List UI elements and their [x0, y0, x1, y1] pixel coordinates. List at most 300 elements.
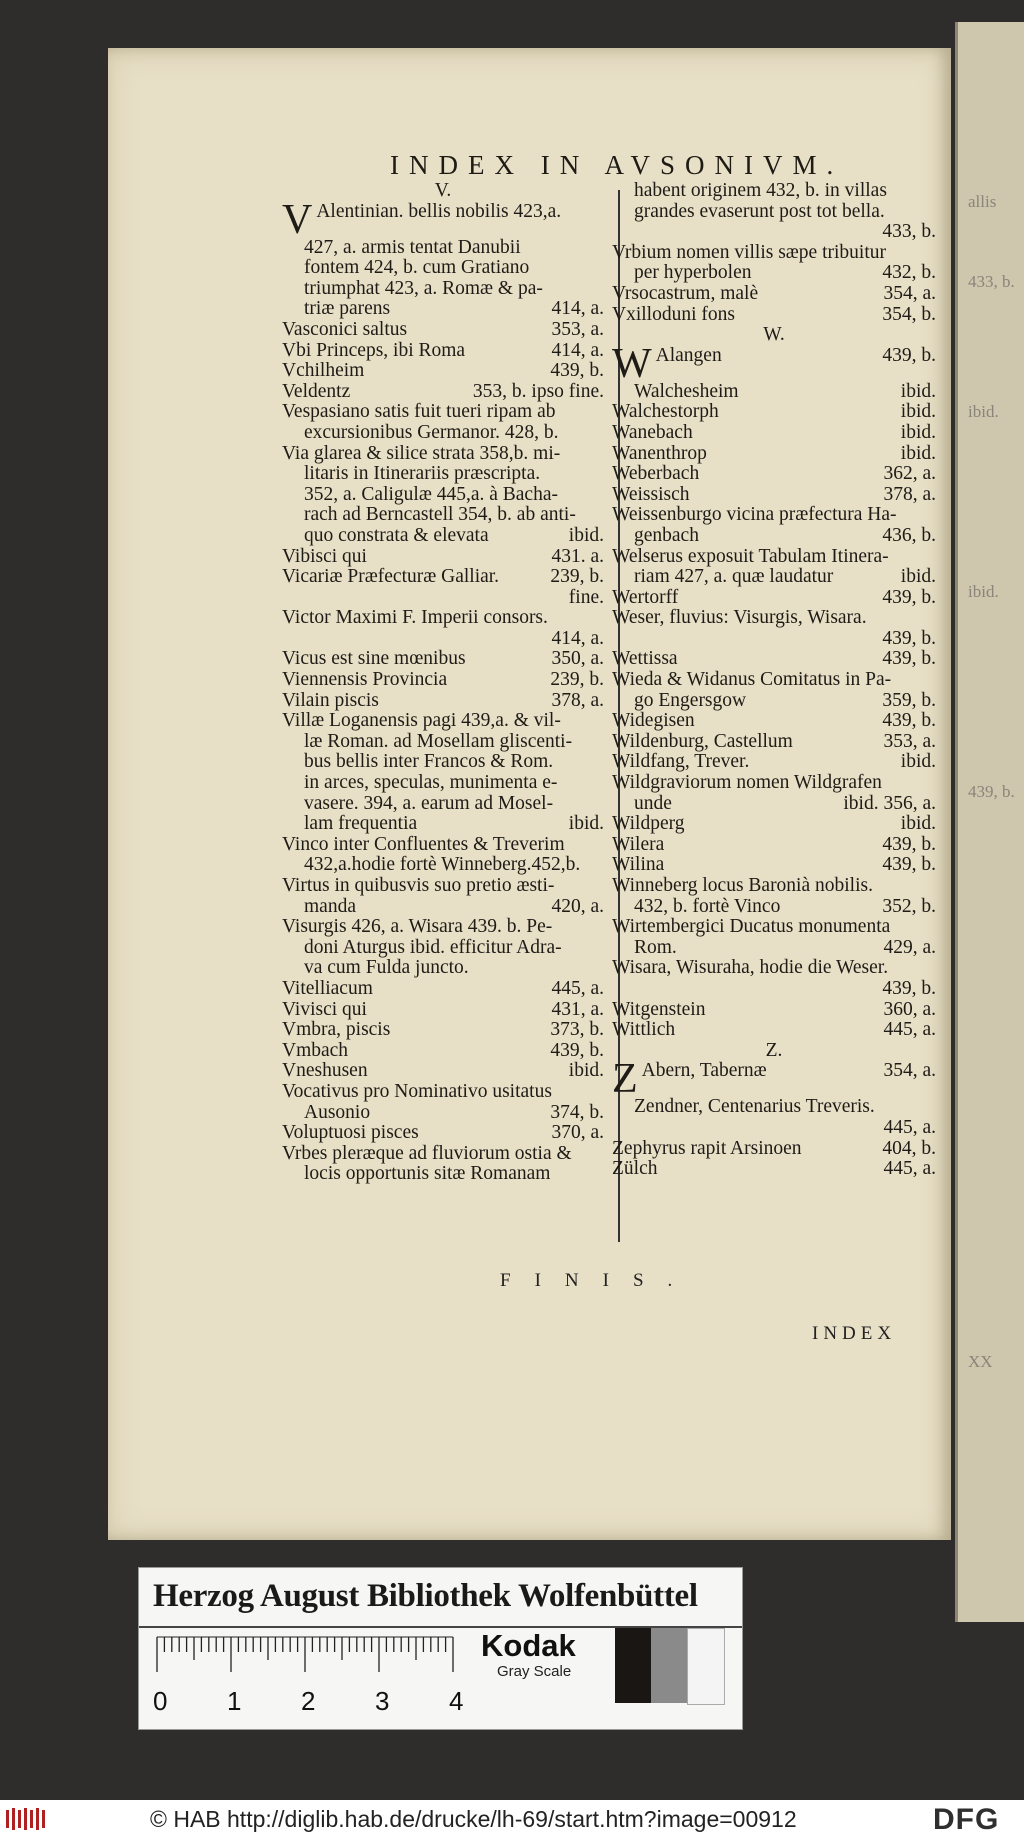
entry-text	[612, 588, 876, 609]
index-entry	[612, 835, 936, 856]
section-letter: V.	[434, 180, 452, 201]
index-entry	[612, 773, 936, 794]
entry-label: Abern, Tabernæ	[641, 1061, 767, 1082]
index-entry-continuation	[612, 1097, 936, 1118]
entry-page-ref: 353, a.	[883, 730, 936, 752]
entry-page-ref: 436, b.	[882, 524, 936, 546]
index-entry	[612, 917, 936, 938]
entry-text	[612, 670, 936, 691]
entry-text	[612, 284, 877, 305]
index-entry	[612, 485, 936, 506]
index-entry	[282, 567, 604, 588]
entry-label: quo constrata & elevata	[304, 525, 489, 546]
entry-page-ref: 431. a.	[551, 545, 604, 567]
entry-page-ref: 445, a.	[883, 1158, 936, 1180]
entry-label: rach ad Berncastell 354, b. ab anti-	[304, 505, 576, 526]
index-entry-continuation	[282, 794, 604, 815]
index-entry	[282, 402, 604, 423]
index-entry-continuation	[612, 691, 936, 712]
entry-label: Vivisci qui	[282, 999, 367, 1020]
entry-text	[612, 917, 936, 938]
entry-label: Widegisen	[612, 711, 695, 732]
entry-label: Vocativus pro Nominativo usitatus	[282, 1081, 552, 1102]
index-entry-continuation	[612, 222, 936, 243]
index-entry-continuation	[282, 938, 604, 959]
entry-text	[304, 814, 563, 835]
entry-label: Zephyrus rapit Arsinoen	[612, 1138, 802, 1159]
entry-text	[304, 258, 604, 279]
index-entry-continuation	[282, 258, 604, 279]
entry-page-ref: 439, b.	[882, 977, 936, 999]
index-entry	[612, 423, 936, 444]
dfg-logo: DFG	[933, 1803, 1000, 1836]
adjacent-page-edge	[955, 22, 1024, 1622]
entry-text	[634, 526, 876, 547]
entry-text	[282, 320, 545, 341]
entry-text	[282, 402, 604, 423]
index-entry	[282, 547, 604, 568]
index-entry	[282, 1144, 604, 1165]
entry-text	[612, 773, 936, 794]
entry-text	[612, 464, 877, 485]
entry-label: locis opportunis sitæ Romanam	[304, 1164, 551, 1185]
index-entry	[282, 835, 604, 856]
entry-page-ref: 239, b.	[550, 669, 604, 691]
index-entry	[612, 814, 936, 835]
white-swatch	[687, 1628, 725, 1705]
entry-page-ref: 354, a.	[883, 282, 936, 304]
entry-page-ref: 414, a.	[551, 339, 604, 361]
index-entry-continuation	[612, 382, 936, 403]
index-entry-continuation	[612, 897, 936, 918]
index-entry-continuation	[612, 567, 936, 588]
entry-page-ref: fine.	[568, 586, 604, 608]
index-entry-continuation	[612, 263, 936, 284]
entry-page-ref: 439, b.	[882, 648, 936, 670]
entry-label: Vespasiano satis fuit tueri ripam ab	[282, 402, 556, 423]
entry-page-ref: 420, a.	[551, 895, 604, 917]
entry-text	[612, 835, 876, 856]
index-entry	[282, 361, 604, 382]
entry-page-ref: ibid.	[568, 1060, 604, 1082]
hab-logo-icon	[4, 1806, 48, 1832]
entry-label: Wanenthrop	[612, 443, 707, 464]
index-entry	[612, 670, 936, 691]
entry-label: Vinco inter Confluentes & Treverim	[282, 834, 565, 855]
entry-page-ref: 439, b.	[550, 360, 604, 382]
entry-label: læ Roman. ad Mosellam gliscenti-	[304, 731, 573, 752]
entry-text	[612, 547, 936, 568]
ruler-label: 0	[153, 1686, 168, 1716]
entry-text	[282, 876, 604, 897]
index-entry	[282, 1020, 604, 1041]
entry-text	[612, 649, 876, 670]
index-entry	[282, 382, 604, 403]
entry-text	[282, 979, 545, 1000]
right-index-column	[612, 181, 936, 1180]
index-entry	[282, 444, 604, 465]
kodak-brand: Kodak	[481, 1628, 576, 1663]
entry-label: Victor Maximi F. Imperii consors.	[282, 608, 548, 629]
entry-label: Wertorff	[612, 587, 679, 608]
entry-label: excursionibus Germanor. 428, b.	[304, 422, 559, 443]
entry-label: Walchestorph	[612, 402, 719, 423]
entry-text	[634, 382, 895, 403]
entry-text	[634, 691, 876, 712]
entry-text	[612, 1061, 877, 1097]
entry-page-ref: 439, b.	[882, 833, 936, 855]
entry-page-ref: 429, a.	[883, 936, 936, 958]
index-entry-continuation	[282, 526, 604, 547]
index-entry	[282, 608, 604, 629]
initial-letter: V	[282, 201, 313, 238]
index-entry	[282, 711, 604, 732]
ruler-label: 1	[227, 1686, 242, 1716]
entry-page-ref: ibid.	[900, 442, 936, 464]
entry-label: Witgenstein	[612, 999, 706, 1020]
index-entry	[612, 243, 936, 264]
entry-label: Vmbra, piscis	[282, 1020, 391, 1041]
ghost-text: XX	[968, 1352, 993, 1371]
entry-page-ref: 433, b.	[882, 221, 936, 243]
entry-label: Ausonio	[304, 1102, 371, 1123]
index-entry	[612, 547, 936, 568]
entry-text	[612, 423, 895, 444]
entry-text	[282, 382, 467, 403]
entry-text	[282, 202, 604, 238]
entry-text	[304, 752, 604, 773]
entry-text	[282, 608, 604, 629]
entry-label: 352, a. Caligulæ 445,a. à Bacha-	[304, 484, 558, 505]
entry-label: Viennensis Provincia	[282, 670, 448, 691]
entry-page-ref: 414, a.	[551, 627, 604, 649]
entry-label: litaris in Itinerariis præscripta.	[304, 464, 541, 485]
entry-label: Wildenburg, Castellum	[612, 731, 793, 752]
entry-text	[282, 1082, 604, 1103]
index-entry	[612, 346, 936, 382]
page-title: INDEX IN AVSONIVM.	[390, 150, 844, 180]
entry-page-ref: ibid. 356, a.	[843, 792, 936, 814]
index-entry-continuation	[282, 897, 604, 918]
entry-text	[304, 855, 604, 876]
entry-label: Villæ Loganensis pagi 439,a. & vil-	[282, 711, 561, 732]
entry-page-ref: ibid.	[900, 401, 936, 423]
index-entry-continuation	[282, 299, 604, 320]
index-entry	[282, 1123, 604, 1144]
entry-label: Wanebach	[612, 422, 693, 443]
entry-label: Veldentz	[282, 381, 351, 402]
entry-text	[634, 897, 876, 918]
index-entry	[612, 305, 936, 326]
entry-text	[612, 855, 876, 876]
entry-label: Wilina	[612, 855, 665, 876]
entry-label: Virtus in quibusvis suo pretio æsti-	[282, 876, 555, 896]
index-entry	[612, 505, 936, 526]
entry-text	[612, 402, 895, 423]
entry-text	[282, 1020, 544, 1041]
index-entry	[612, 711, 936, 732]
index-entry-continuation	[612, 629, 936, 650]
ghost-text: 433, b.	[968, 272, 1015, 291]
entry-text	[304, 1103, 544, 1124]
index-entry-continuation	[282, 814, 604, 835]
entry-label: Alentinian. bellis nobilis 423,a.	[316, 201, 562, 222]
entry-label: Alangen	[655, 345, 722, 366]
entry-label: Visurgis 426, a. Wisara 439. b. Pe-	[282, 917, 553, 938]
entry-page-ref: 439, b.	[882, 344, 936, 366]
index-entry	[282, 341, 604, 362]
entry-page-ref: 353, a.	[551, 318, 604, 340]
entry-page-ref: 373, b.	[550, 1019, 604, 1041]
section-letter: W.	[763, 324, 785, 346]
entry-label: Wildgraviorum nomen Wildgrafen	[612, 773, 882, 794]
entry-text	[634, 181, 936, 202]
entry-text	[612, 305, 876, 326]
entry-text	[612, 1139, 876, 1160]
entry-text	[612, 1159, 877, 1180]
entry-label: Weberbach	[612, 464, 700, 485]
entry-label: Zülch	[612, 1159, 658, 1180]
entry-label: 432,a.hodie fortè Winneberg.452,b.	[304, 855, 581, 876]
entry-page-ref: 378, a.	[883, 483, 936, 505]
index-entry	[282, 1082, 604, 1103]
entry-label: Wilera	[612, 834, 665, 855]
index-entry-continuation	[282, 1103, 604, 1124]
entry-text	[304, 938, 604, 959]
entry-label: triumphat 423, a. Romæ & pa-	[304, 278, 543, 299]
entry-label: vasere. 394, a. earum ad Mosel-	[304, 793, 554, 814]
index-entry	[282, 649, 604, 670]
index-entry	[612, 649, 936, 670]
entry-text	[612, 876, 936, 897]
entry-text	[304, 485, 604, 506]
entry-label: go Engersgow	[634, 690, 747, 711]
entry-text	[612, 1020, 877, 1041]
entry-page-ref: 353, b. ipso fine.	[472, 380, 604, 402]
entry-page-ref: ibid.	[900, 380, 936, 402]
index-entry	[612, 1000, 936, 1021]
entry-label: Wittlich	[612, 1020, 676, 1041]
entry-text	[612, 1000, 877, 1021]
entry-text	[304, 526, 563, 547]
entry-label: Weissenburgo vicina præfectura Ha-	[612, 505, 897, 526]
index-entry	[612, 284, 936, 305]
index-entry-continuation	[282, 1164, 604, 1185]
entry-text	[304, 794, 604, 815]
entry-page-ref: 350, a.	[551, 648, 604, 670]
footer-url[interactable]: © HAB http://diglib.hab.de/drucke/lh-69/start.htm?image=00912	[150, 1806, 797, 1832]
entry-label: Vrbes pleræque ad fluviorum ostia &	[282, 1143, 572, 1164]
index-entry-continuation	[282, 752, 604, 773]
entry-text	[612, 711, 876, 732]
ghost-text: 439, b.	[968, 782, 1015, 801]
index-entry	[612, 752, 936, 773]
entry-text	[282, 1123, 545, 1144]
entry-page-ref: 374, b.	[550, 1101, 604, 1123]
entry-label: doni Aturgus ibid. efficitur Adra-	[304, 937, 562, 958]
entry-text	[634, 794, 837, 815]
index-entry	[282, 320, 604, 341]
entry-page-ref: 352, b.	[882, 895, 936, 917]
entry-text	[634, 263, 876, 284]
entry-text	[612, 505, 936, 526]
entry-text	[304, 1164, 604, 1185]
entry-text	[282, 361, 544, 382]
entry-page-ref: 239, b.	[550, 566, 604, 588]
entry-text	[282, 547, 545, 568]
entry-page-ref: 359, b.	[882, 689, 936, 711]
entry-page-ref: 362, a.	[883, 463, 936, 485]
index-entry-continuation	[282, 629, 604, 650]
index-entry-continuation	[282, 485, 604, 506]
entry-page-ref: ibid.	[900, 813, 936, 835]
initial-letter: Z	[612, 1061, 638, 1098]
entry-label: Via glarea & silice strata 358,b. mi-	[282, 443, 561, 464]
entry-page-ref: ibid.	[568, 524, 604, 546]
entry-label: Wieda & Widanus Comitatus in Pa-	[612, 670, 892, 691]
index-entry-continuation	[282, 588, 604, 609]
index-entry-continuation	[612, 794, 936, 815]
entry-text	[282, 670, 544, 691]
left-index-column	[282, 181, 604, 1185]
index-entry	[612, 855, 936, 876]
index-entry	[612, 1020, 936, 1041]
entry-page-ref: 439, b.	[882, 854, 936, 876]
entry-label: Vilain piscis	[282, 690, 379, 711]
entry-text	[612, 608, 936, 629]
index-entry-continuation	[282, 464, 604, 485]
entry-page-ref: 439, b.	[882, 627, 936, 649]
entry-text	[612, 444, 895, 465]
entry-label: 427, a. armis tentat Danubii	[304, 237, 521, 258]
index-entry-continuation	[612, 526, 936, 547]
index-entry	[282, 1041, 604, 1062]
entry-page-ref: 439, b.	[882, 586, 936, 608]
entry-label: per hyperbolen	[634, 263, 752, 284]
index-entry	[612, 876, 936, 897]
ruler-label: 2	[301, 1686, 316, 1716]
entry-label: Walchesheim	[634, 381, 739, 402]
entry-page-ref: 445, a.	[883, 1116, 936, 1138]
entry-page-ref: 360, a.	[883, 998, 936, 1020]
index-entry-continuation	[612, 181, 936, 202]
entry-label: in arces, speculas, munimenta e-	[304, 773, 558, 794]
index-entry-continuation	[282, 279, 604, 300]
entry-text	[282, 917, 604, 938]
index-entry-continuation	[282, 238, 604, 259]
entry-text	[634, 1097, 936, 1118]
entry-text	[304, 897, 545, 918]
entry-text	[282, 444, 604, 465]
entry-page-ref: 354, a.	[883, 1060, 936, 1082]
entry-label: genbach	[634, 525, 699, 546]
index-entry	[612, 1061, 936, 1097]
entry-label: Winneberg locus Baronià nobilis.	[612, 876, 873, 896]
color-calibration-card	[138, 1567, 743, 1730]
entry-page-ref: ibid.	[900, 421, 936, 443]
entry-label: Vrbium nomen villis sæpe tribuitur	[612, 242, 886, 263]
entry-page-ref: 378, a.	[551, 689, 604, 711]
section-letter: Z.	[765, 1039, 783, 1061]
footer-bar	[0, 1800, 1024, 1838]
entry-text	[304, 958, 604, 979]
index-entry	[282, 1000, 604, 1021]
ghost-text: allis	[968, 192, 997, 211]
library-name: Herzog August Bibliothek Wolfenbüttel	[153, 1578, 698, 1614]
entry-page-ref: 445, a.	[883, 1019, 936, 1041]
entry-text	[612, 346, 876, 382]
entry-text	[304, 732, 604, 753]
index-entry	[612, 1159, 936, 1180]
entry-text	[634, 202, 936, 223]
ruler-label: 3	[375, 1686, 390, 1716]
black-swatch	[615, 1628, 651, 1703]
entry-text	[634, 938, 877, 959]
index-entry	[612, 608, 936, 629]
index-entry	[612, 588, 936, 609]
entry-label: Vrsocastrum, malè	[612, 283, 759, 304]
index-entry-continuation	[282, 423, 604, 444]
entry-label: Vbi Princeps, ibi Roma	[282, 340, 466, 361]
index-entry-continuation	[612, 979, 936, 1000]
index-entry	[282, 1061, 604, 1082]
entry-label: Weissisch	[612, 484, 690, 505]
entry-text	[282, 1144, 604, 1165]
index-entry	[612, 732, 936, 753]
entry-text	[634, 567, 895, 588]
index-entry-continuation	[282, 732, 604, 753]
entry-label: grandes evaserunt post tot bella.	[634, 201, 885, 222]
entry-text	[612, 732, 877, 753]
entry-page-ref: 439, b.	[550, 1039, 604, 1061]
entry-text	[282, 711, 604, 732]
entry-label: Vasconici saltus	[282, 319, 408, 340]
entry-page-ref: 439, b.	[882, 710, 936, 732]
entry-text	[282, 691, 545, 712]
ghost-text: ibid.	[968, 582, 999, 601]
index-entry	[282, 691, 604, 712]
entry-text	[304, 464, 604, 485]
entry-label: Voluptuosi pisces	[282, 1123, 419, 1144]
entry-label: Wildperg	[612, 814, 685, 835]
catchword: INDEX	[812, 1323, 897, 1344]
gray-scale-label: Gray Scale	[497, 1663, 572, 1680]
ghost-text: ibid.	[968, 402, 999, 421]
entry-label: Vchilheim	[282, 361, 365, 382]
entry-label: Wisara, Wisuraha, hodie die Weser.	[612, 958, 889, 979]
index-entry	[612, 402, 936, 423]
index-entry	[282, 202, 604, 238]
entry-label: riam 427, a. quæ laudatur	[634, 567, 834, 588]
index-entry-continuation	[282, 958, 604, 979]
entry-page-ref: ibid.	[900, 751, 936, 773]
finis-text: FINIS.	[500, 1270, 697, 1291]
initial-letter: W	[612, 345, 652, 382]
ruler-label: 4	[449, 1686, 464, 1716]
entry-text	[612, 958, 936, 979]
entry-label: va cum Fulda juncto.	[304, 958, 469, 979]
entry-label: lam frequentia	[304, 814, 418, 835]
entry-label: Vneshusen	[282, 1061, 368, 1082]
index-entry-continuation	[612, 1118, 936, 1139]
entry-page-ref: 354, b.	[882, 303, 936, 325]
entry-text	[282, 649, 545, 670]
entry-text	[282, 1041, 544, 1062]
entry-label: Vibisci qui	[282, 546, 367, 567]
entry-text	[612, 752, 895, 773]
entry-text	[304, 773, 604, 794]
index-entry-continuation	[282, 773, 604, 794]
